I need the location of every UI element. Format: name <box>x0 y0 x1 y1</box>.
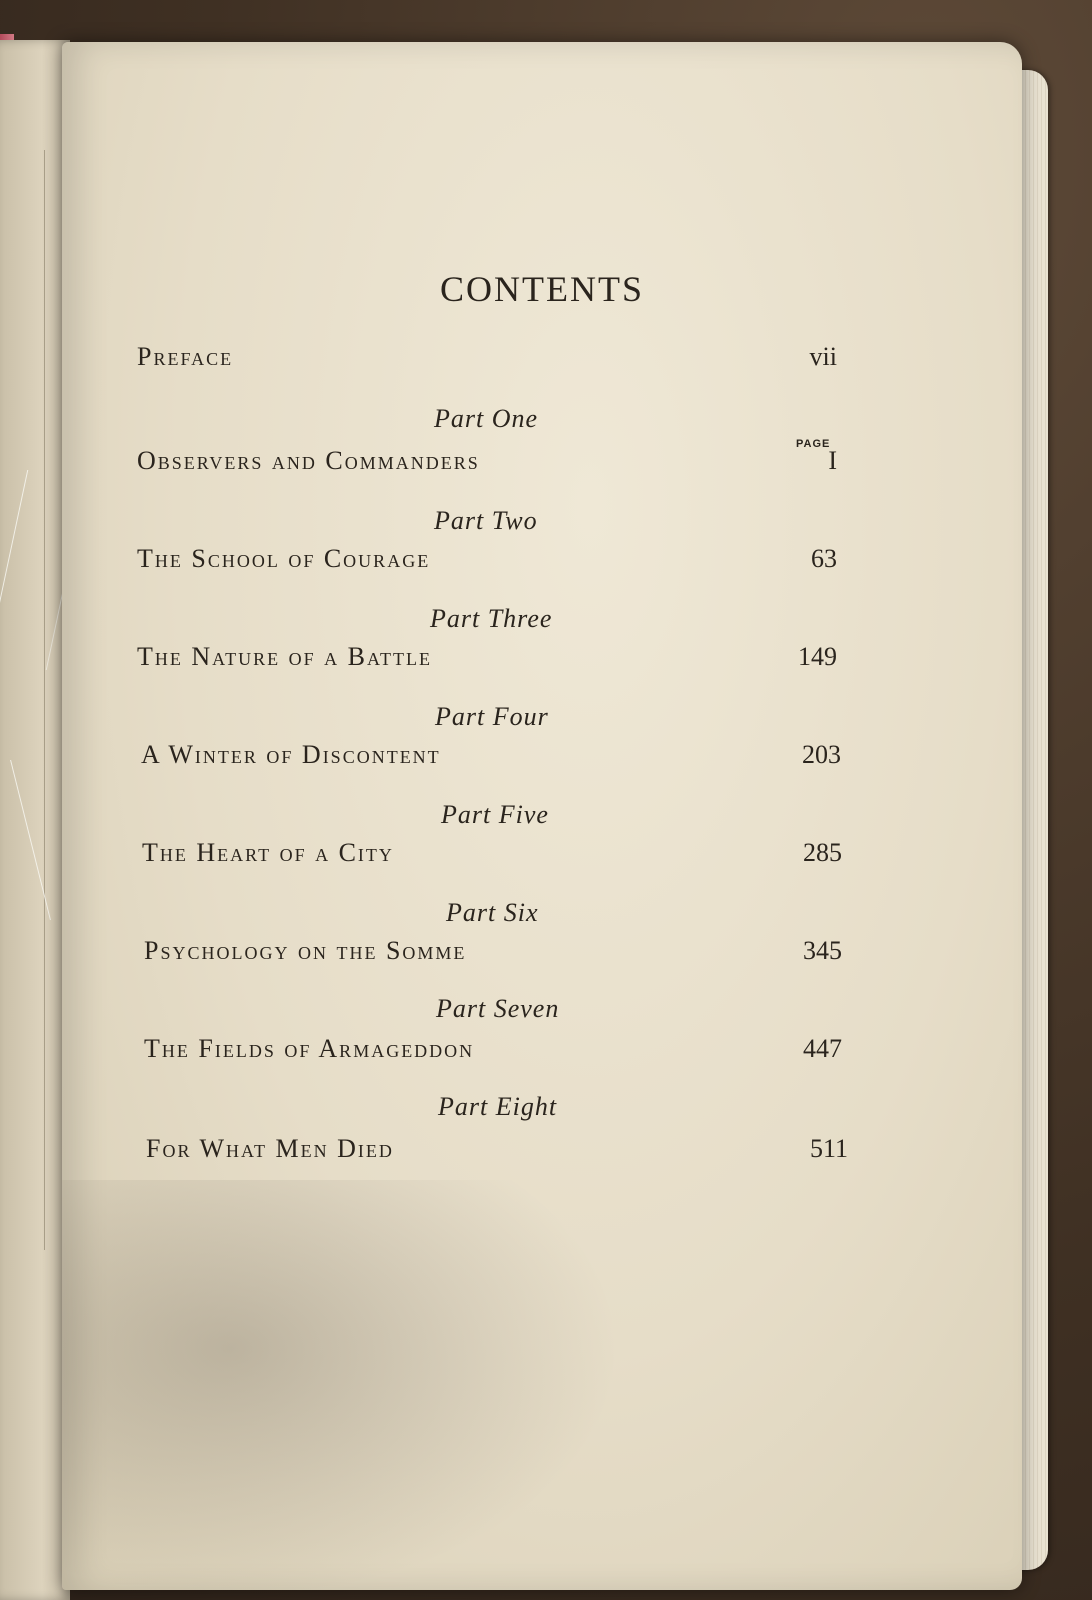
part-heading: Part Two <box>434 506 538 535</box>
toc-entry-page: 203 <box>802 740 841 769</box>
toc-entry-preface <box>137 342 837 372</box>
toc-entry-title: A Winter of Discontent <box>141 740 441 769</box>
toc-entry-page: 285 <box>803 838 842 867</box>
toc-entry-title: The School of Courage <box>137 544 431 573</box>
toc-entry-title: The Fields of Armageddon <box>144 1034 475 1063</box>
toc-entry-title: The Nature of a Battle <box>137 642 432 671</box>
toc-entry <box>144 1034 842 1064</box>
toc-entry <box>137 642 837 672</box>
part-heading: Part Three <box>430 604 553 633</box>
toc-entry <box>137 446 837 476</box>
dot-leader <box>406 1135 794 1157</box>
part-heading: Part Five <box>441 800 549 829</box>
toc-entry <box>144 936 842 966</box>
toc-entry-title: Observers and Commanders <box>137 446 480 475</box>
dot-leader <box>406 839 788 861</box>
toc-entry-page: 447 <box>803 1034 842 1063</box>
part-heading: Part One <box>434 404 539 433</box>
part-heading: Part Eight <box>438 1092 558 1121</box>
dot-leader <box>442 545 783 567</box>
toc-entry <box>141 740 841 770</box>
toc-entry-title: For What Men Died <box>146 1134 394 1163</box>
part-heading: Part Seven <box>436 994 560 1023</box>
toc-entry <box>142 838 842 868</box>
toc-entry-page: 63 <box>811 544 837 573</box>
table-of-contents <box>62 42 1022 1590</box>
toc-entry <box>146 1134 848 1164</box>
part-heading: Part Six <box>446 898 539 927</box>
binding-gutter <box>44 150 55 1250</box>
toc-entry-title: Preface <box>137 342 234 371</box>
dot-leader <box>492 447 783 469</box>
dot-leader <box>245 343 783 365</box>
dot-leader <box>486 1035 788 1057</box>
toc-entry-title: The Heart of a City <box>142 838 394 867</box>
toc-entry-page: 149 <box>798 642 837 671</box>
dot-leader <box>453 741 787 763</box>
toc-entry <box>137 544 837 574</box>
toc-entry-page: I <box>828 446 837 475</box>
contents-title: CONTENTS <box>440 269 644 309</box>
toc-entry-title: Psychology on the Somme <box>144 936 467 965</box>
toc-entry-page: 511 <box>809 1134 848 1163</box>
part-heading: Part Four <box>435 702 549 731</box>
toc-entry-page: 345 <box>803 936 842 965</box>
dot-leader <box>478 937 788 959</box>
page-column-label: PAGE <box>796 438 831 450</box>
toc-entry-page: vii <box>809 342 837 371</box>
dot-leader <box>444 643 783 665</box>
